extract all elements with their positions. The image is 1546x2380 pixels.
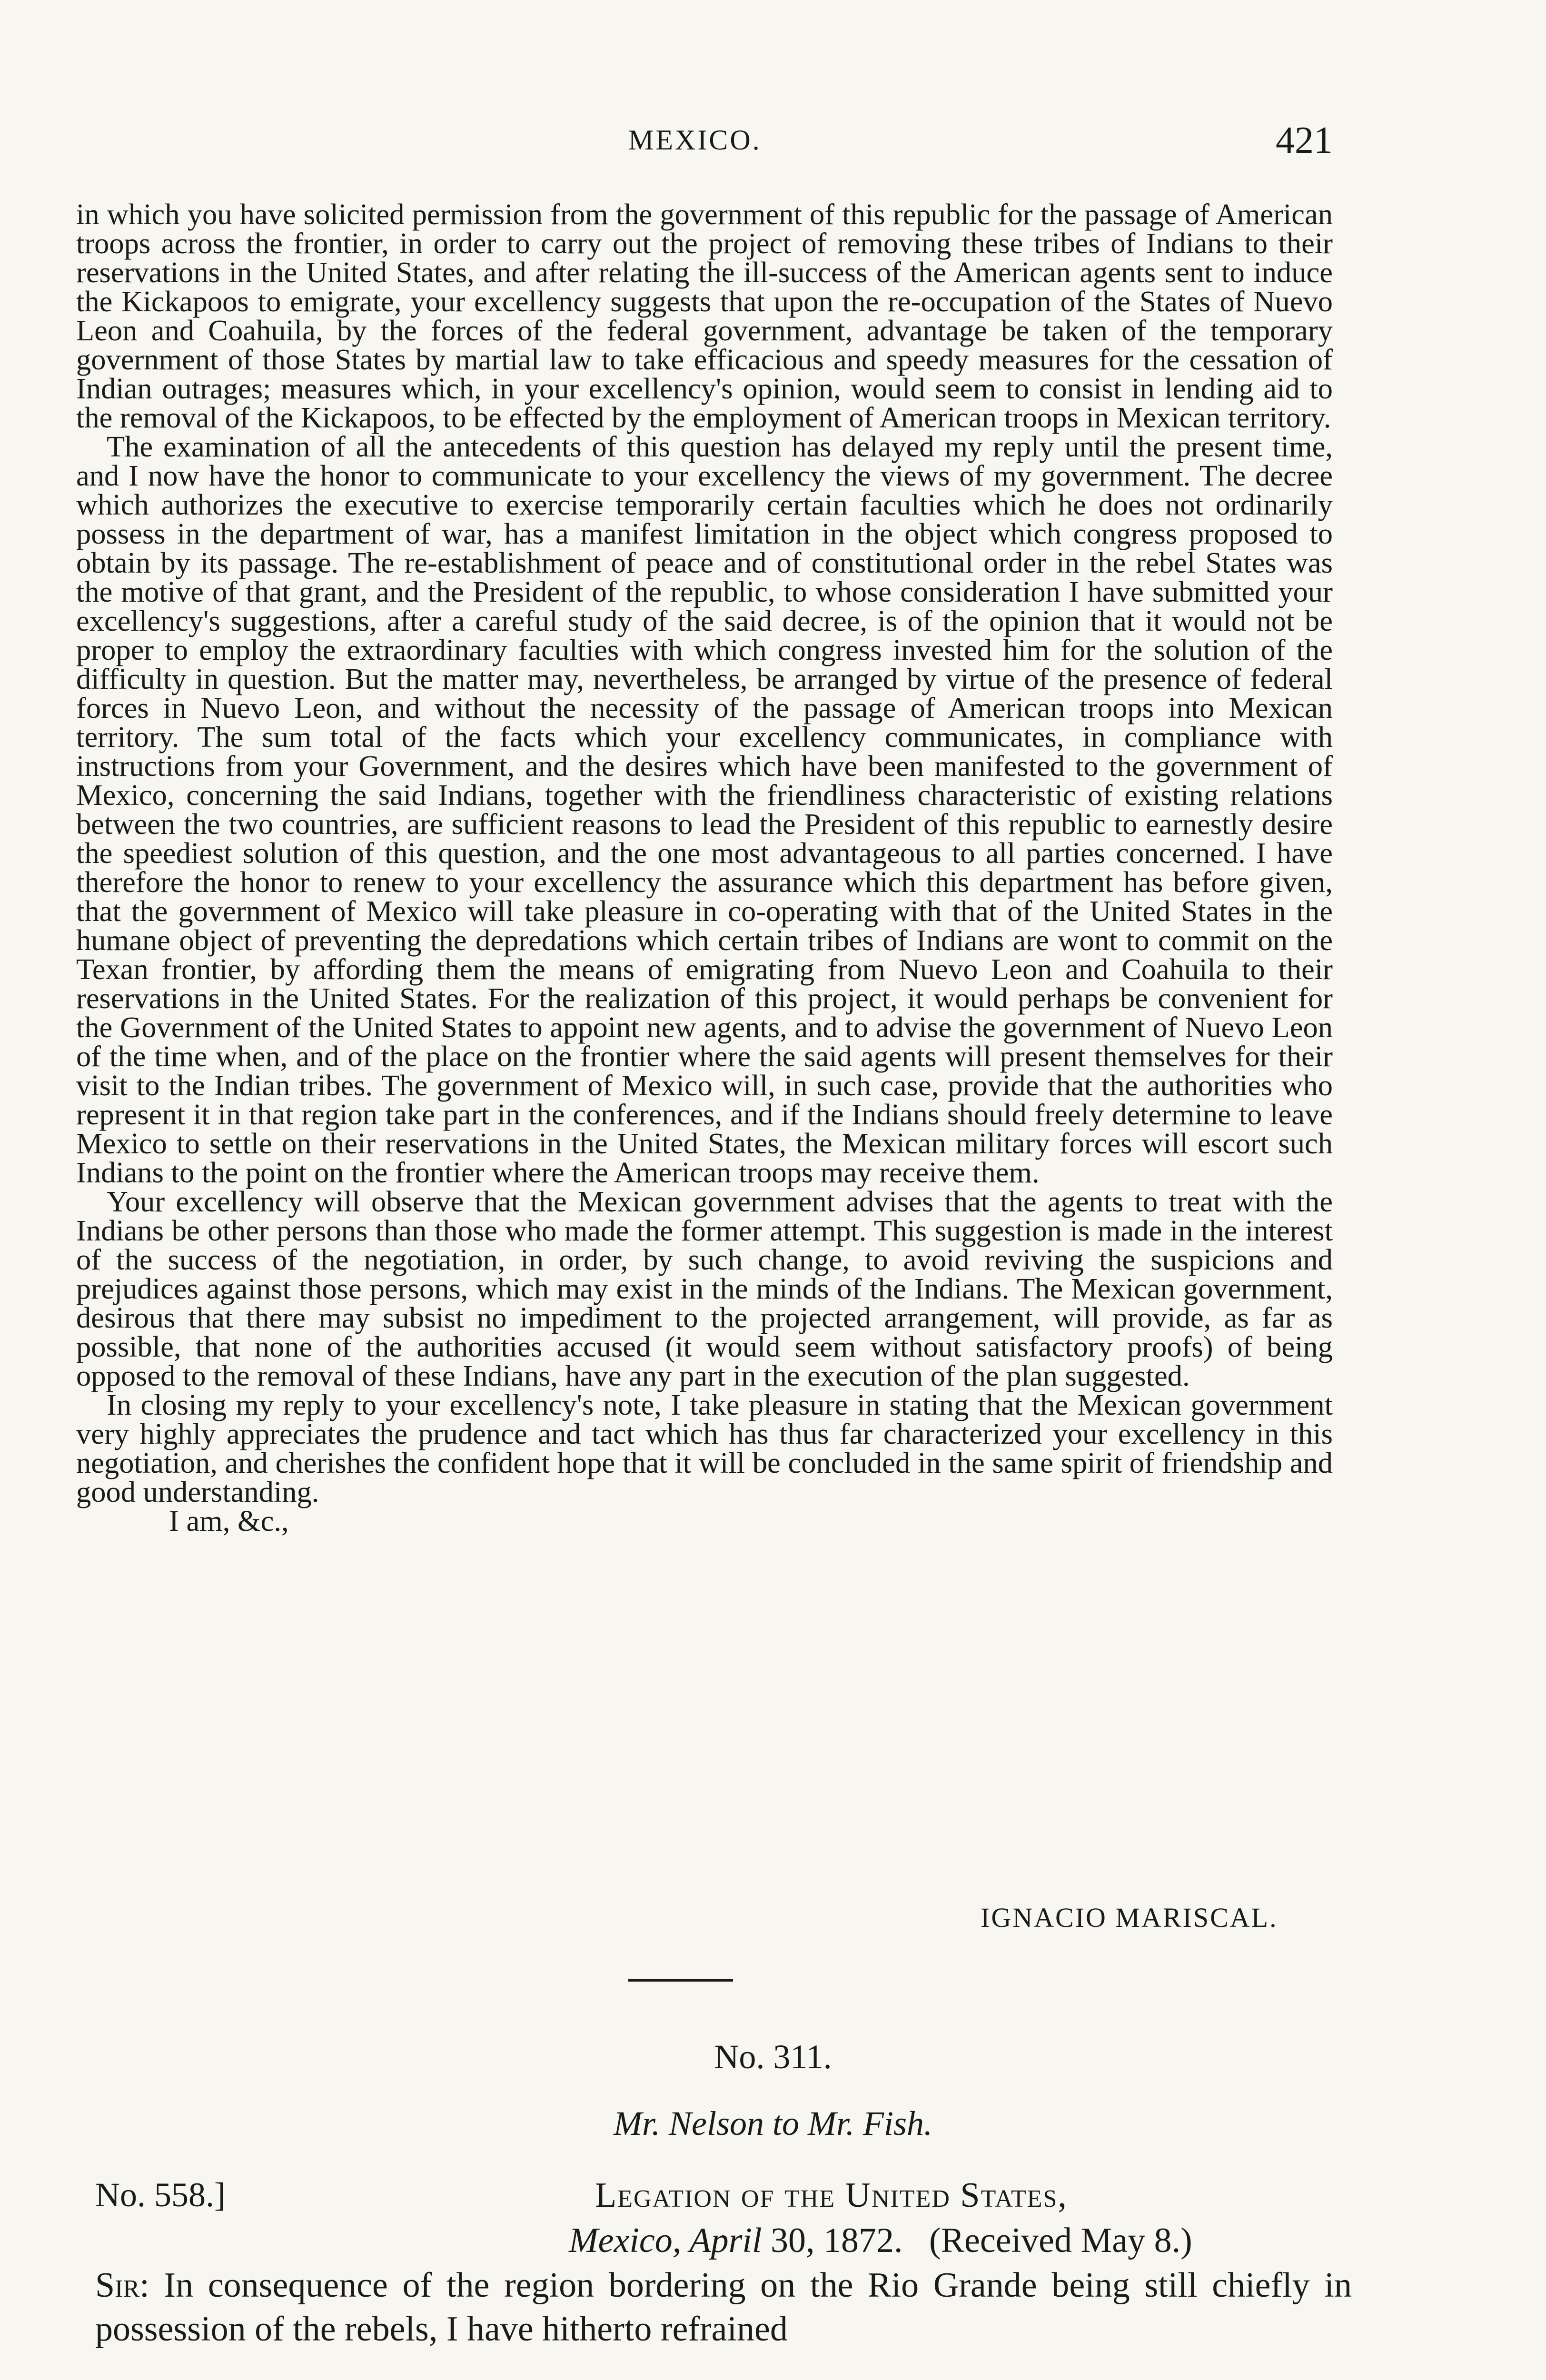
page-header (76, 119, 1333, 167)
paragraph-4: In closing my reply to your excellency's note, I take pleasure in stating that the Mexican government very highly appreciates the prudence and tact which has thus far characterized your excellency in this negotiation, and cherishes the confident hope that it will be concluded in the same spirit of friendship and good understanding. (76, 1388, 1333, 1508)
dateline (569, 2221, 1192, 2261)
paragraph-1: in which you have solicited permission from the government of this republic for the passage of American troops across the frontier, in order to carry out the project of removing these tribes of Indians to their reservations in the United States, and after relating the ill-success of the American agents sent to induce the Kickapoos to emigrate, your excellency suggests that upon the re-occupation of the States of Nuevo Leon and Coahuila, by the forces of the federal government, advantage be taken of the temporary government of those States by martial law to take efficacious and speedy measures for the cessation of Indian outrages; measures which, in your excellency's opinion, would seem to consist in lending aid to the removal of the Kickapoos, to be effected by the employment of American troops in Mexican territory. (76, 198, 1333, 434)
date-place: Mexico, April (569, 2221, 762, 2260)
salutation: Sir (95, 2266, 140, 2305)
letter-opening (95, 2263, 1352, 2351)
paragraph-3: Your excellency will observe that the Mexican government advises that the agents to treat with the Indians be other persons than those who made the former attempt. This suggestion is made in the interest of the success of the negotiation, in order, by such change, to avoid reviving the suspicions and prejudices against those persons, which may exist in the minds of the Indians. The Mexican government, desirous that there may subsist no impediment to the projected arrangement, will provide, as far as possible, that none of the authorities accused (it would seem without satisfactory proofs) of being opposed to the removal of these Indians, have any part in the execution of the plan suggested. (76, 1185, 1333, 1392)
page-number: 421 (1276, 119, 1333, 161)
document-subtitle: Mr. Nelson to Mr. Fish. (613, 2104, 933, 2142)
dispatch-number: No. 558.] (95, 2176, 226, 2214)
paragraph-2: The examination of all the antecedents of this question has delayed my reply until the present time, and I now have the honor to communicate to your excellency the views of my government. The decree which authorizes the executive to exercise temporarily certain faculties which he does not ordinarily possess in the department of war, has a manifest limitation in the object which congress proposed to obtain by its passage. The re-establishment of peace and of constitutional order in the rebel States was the motive of that grant, and the President of the republic, to whose consideration I have submitted your excellency's suggestions, after a careful study of the said decree, is of the opinion that it would not be proper to employ the extraordinary faculties with which congress invested him for the solution of the difficulty in question. But the matter may, nevertheless, be arranged by virtue of the presence of federal forces in Nuevo Leon, and without the necessity of the passage of American troops into Mexican territory. The sum total of the facts which your excellency communicates, in compliance with instructions from your Government, and the desires which have been manifested to the government of Mexico, concerning the said Indians, together with the friendliness characteristic of existing relations between the two countries, are sufficient reasons to lead the President of this republic to earnestly desire the speediest solution of this question, and the one most advantageous to all parties concerned. I have therefore the honor to renew to your excellency the assurance which this department has before given, that the government of Mexico will take pleasure in co-operating with that of the United States in the humane object of preventing the depredations which certain tribes of Indians are wont to commit on the Texan frontier, by affording them the means of emigrating from Nuevo Leon and Coahuila to their reservations in the United States. For the realization of this project, it would perhaps be convenient for the Government of the United States to appoint new agents, and to advise the government of Nuevo Leon of the time when, and of the place on the frontier where the said agents will present themselves for their visit to the Indian tribes. The government of Mexico will, in such case, provide that the authorities who represent it in that region take part in the conferences, and if the Indians should freely determine to leave Mexico to settle on their reservations in the United States, the Mexican military forces will escort such Indians to the point on the frontier where the American troops may receive them. (76, 430, 1333, 1189)
date-rest: 30, 1872. (762, 2221, 903, 2260)
document-number: No. 311. (714, 2038, 832, 2076)
opening-text: : In consequence of the region bordering on the Rio Grande being still chiefly in possession of the rebels, I have hitherto refrained (95, 2266, 1352, 2349)
signature: IGNACIO MARISCAL. (981, 1902, 1278, 1933)
running-head: MEXICO. (628, 124, 762, 156)
section-divider (628, 1979, 733, 1982)
received-note: (Received May 8.) (929, 2221, 1192, 2260)
closing-line: I am, &c., (169, 1504, 289, 1537)
legation-heading: Legation of the United States, (595, 2176, 1068, 2215)
letter-body (76, 200, 1333, 1536)
